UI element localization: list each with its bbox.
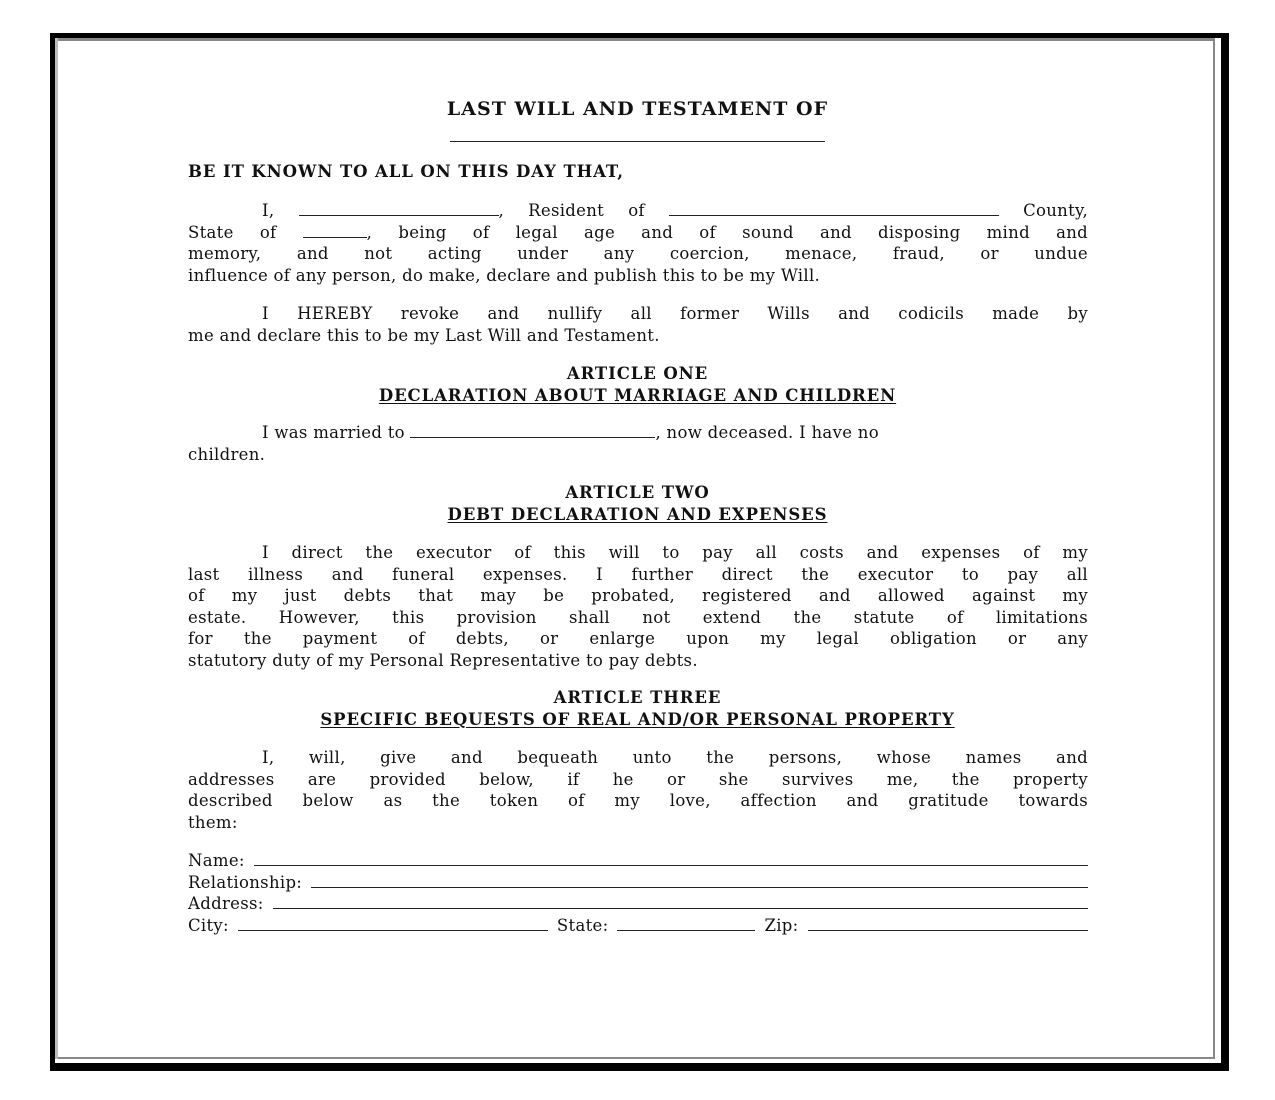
text: , Resident of (498, 201, 645, 220)
city-field[interactable] (238, 916, 548, 931)
text-line: described below as the token of my love, affection and gratitude towards (188, 791, 1088, 811)
name-blank[interactable] (299, 201, 499, 216)
text: , now deceased. I have no (655, 423, 879, 442)
text: I was married to (262, 423, 405, 442)
state-field[interactable] (617, 916, 755, 931)
article-subtitle: DEBT DECLARATION AND EXPENSES (447, 504, 828, 524)
article-title: ARTICLE ONE (566, 364, 709, 383)
text-line: estate. However, this provision shall not extend the statute of limitations (188, 607, 1088, 627)
document-title: LAST WILL AND TESTAMENT OF (446, 98, 829, 120)
address-label: Address: (188, 894, 264, 914)
zip-label: Zip: (764, 915, 799, 935)
article-title: ARTICLE THREE (553, 688, 722, 707)
text-line: last illness and funeral expenses. I further direct the executor to pay all (188, 564, 1088, 584)
text: County, (1023, 201, 1089, 220)
relationship-label: Relationship: (188, 872, 303, 892)
article-two-heading (0, 482, 1275, 525)
zip-field[interactable] (808, 916, 1088, 931)
article-subtitle: DECLARATION ABOUT MARRIAGE AND CHILDREN (378, 385, 897, 405)
text: State of (188, 222, 277, 242)
article-three-heading (0, 687, 1275, 730)
text-line: memory, and not acting under any coercion, menace, fraud, or undue (188, 244, 1088, 264)
article-two-paragraph (188, 542, 1088, 672)
article-three-paragraph (188, 747, 1088, 833)
text: I, (262, 201, 275, 220)
text-line: I, will, give and bequeath unto the persons, whose names and (262, 748, 1088, 767)
preamble-heading: BE IT KNOWN TO ALL ON THIS DAY THAT, (188, 162, 624, 181)
text: , being of legal age and of sound and disposing mind and (366, 222, 1089, 242)
name-field[interactable] (254, 851, 1088, 866)
article-one-heading (0, 363, 1275, 406)
county-blank[interactable] (669, 201, 999, 216)
revocation-paragraph (188, 303, 1088, 346)
text-line: statutory duty of my Personal Representative to pay debts. (188, 650, 698, 670)
text-line: them: (188, 812, 238, 832)
state-label: State: (556, 915, 609, 935)
city-label: City: (188, 915, 229, 935)
declaration-paragraph (188, 200, 1088, 286)
text-line: addresses are provided below, if he or she survives me, the property (188, 769, 1088, 789)
testator-name-blank[interactable] (450, 141, 825, 142)
page-border-inner-left (55, 38, 58, 1059)
text-line: of my just debts that may be probated, registered and allowed against my (188, 586, 1088, 606)
text-line: me and declare this to be my Last Will and Testament. (188, 325, 660, 345)
article-title: ARTICLE TWO (565, 483, 710, 502)
spouse-name-blank[interactable] (410, 423, 655, 438)
address-field[interactable] (273, 894, 1088, 909)
article-one-paragraph (188, 422, 1088, 465)
article-subtitle: SPECIFIC BEQUESTS OF REAL AND/OR PERSONAL PROPERTY (320, 709, 955, 729)
text-line: I HEREBY revoke and nullify all former Wills and codicils made by (262, 304, 1088, 323)
text-line: for the payment of debts, or enlarge upon my legal obligation or any (188, 629, 1088, 649)
state-blank[interactable] (303, 223, 367, 238)
beneficiary-fields (188, 850, 1088, 936)
text-line: children. (188, 444, 266, 464)
text-line: I direct the executor of this will to pay all costs and expenses of my (262, 543, 1088, 562)
relationship-field[interactable] (311, 873, 1088, 888)
name-label: Name: (188, 851, 245, 870)
text-line: influence of any person, do make, declare and publish this to be my Will. (188, 265, 821, 285)
